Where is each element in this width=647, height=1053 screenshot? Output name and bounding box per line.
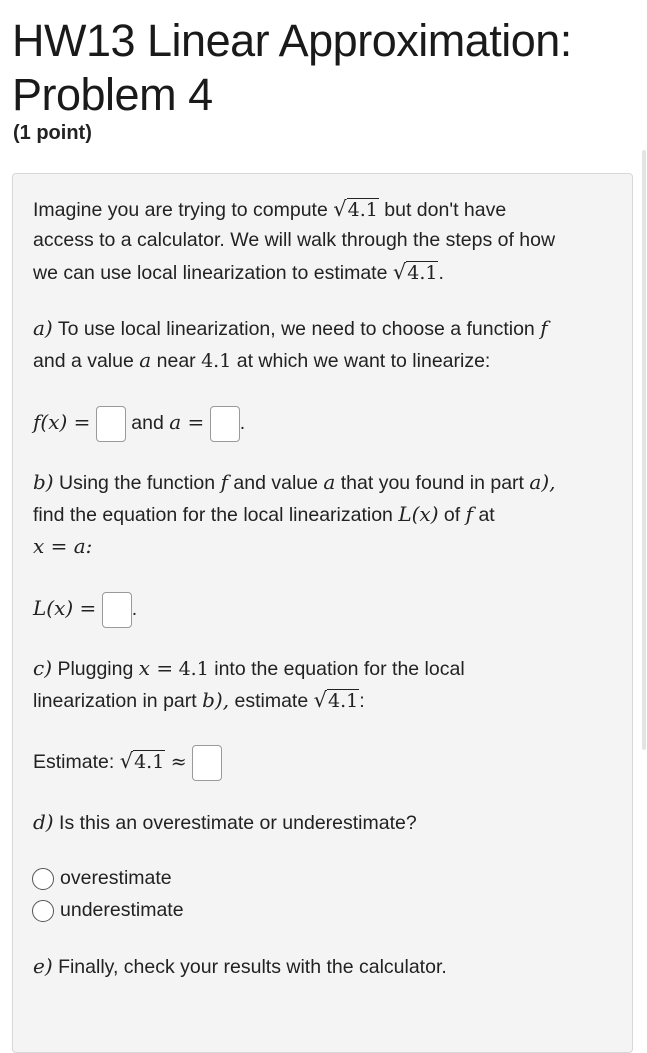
- sqrt-expression: √4.1: [333, 197, 378, 221]
- part-b-label: b): [33, 470, 54, 494]
- points-label: (1 point): [13, 122, 92, 144]
- part-b-line-3: x = a:: [33, 534, 93, 558]
- part-a-line-1: a) To use local linearization, we need to choose a function f: [33, 316, 548, 340]
- radio-button[interactable]: [32, 868, 54, 890]
- title-line-1: HW13 Linear Approximation:: [12, 15, 572, 66]
- estimate-input[interactable]: [192, 745, 222, 781]
- part-b-line-2: find the equation for the local linearization L(x) of f at: [33, 502, 495, 526]
- a-value-input[interactable]: [210, 406, 240, 442]
- part-e-label: e): [33, 954, 53, 978]
- radio-button[interactable]: [32, 900, 54, 922]
- part-c-line-2: linearization in part b), estimate √4.1:: [33, 685, 365, 718]
- part-d-line-1: d) Is this an overestimate or underestimate?: [33, 810, 417, 834]
- sqrt-expression: √4.1: [392, 260, 438, 284]
- scrollbar[interactable]: [642, 150, 646, 750]
- radio-option-underestimate[interactable]: underestimate: [32, 898, 184, 922]
- f-function-input[interactable]: [96, 406, 126, 442]
- part-c-line-1: c) Plugging x = 4.1 into the equation for the local: [33, 656, 465, 680]
- part-d-label: d): [33, 810, 54, 834]
- linearization-input[interactable]: [102, 592, 132, 628]
- intro-line-1: Imagine you are trying to compute √4.1 but don't have: [33, 194, 506, 227]
- radio-option-overestimate[interactable]: overestimate: [32, 866, 172, 890]
- part-b-input-row: L(x) = .: [33, 588, 137, 629]
- title-line-2: Problem 4: [12, 69, 213, 120]
- intro-line-3: we can use local linearization to estimate √4.1.: [33, 257, 444, 290]
- intro-line-2: access to a calculator. We will walk through the steps of how: [33, 229, 556, 251]
- page-title: [12, 14, 642, 122]
- part-c-label: c): [33, 656, 53, 680]
- part-c-input-row: Estimate: √4.1 ≈: [33, 741, 222, 782]
- part-a-line-2: and a value a near 4.1 at which we want to linearize:: [33, 348, 491, 372]
- part-e-line-1: e) Finally, check your results with the calculator.: [33, 954, 447, 978]
- part-b-line-1: b) Using the function f and value a that you found in part a),: [33, 470, 556, 494]
- part-a-label: a): [33, 316, 53, 340]
- sqrt-expression: √4.1: [313, 688, 359, 712]
- part-a-inputs: f(x) = and a = .: [33, 402, 245, 443]
- sqrt-expression: √4.1: [119, 749, 165, 773]
